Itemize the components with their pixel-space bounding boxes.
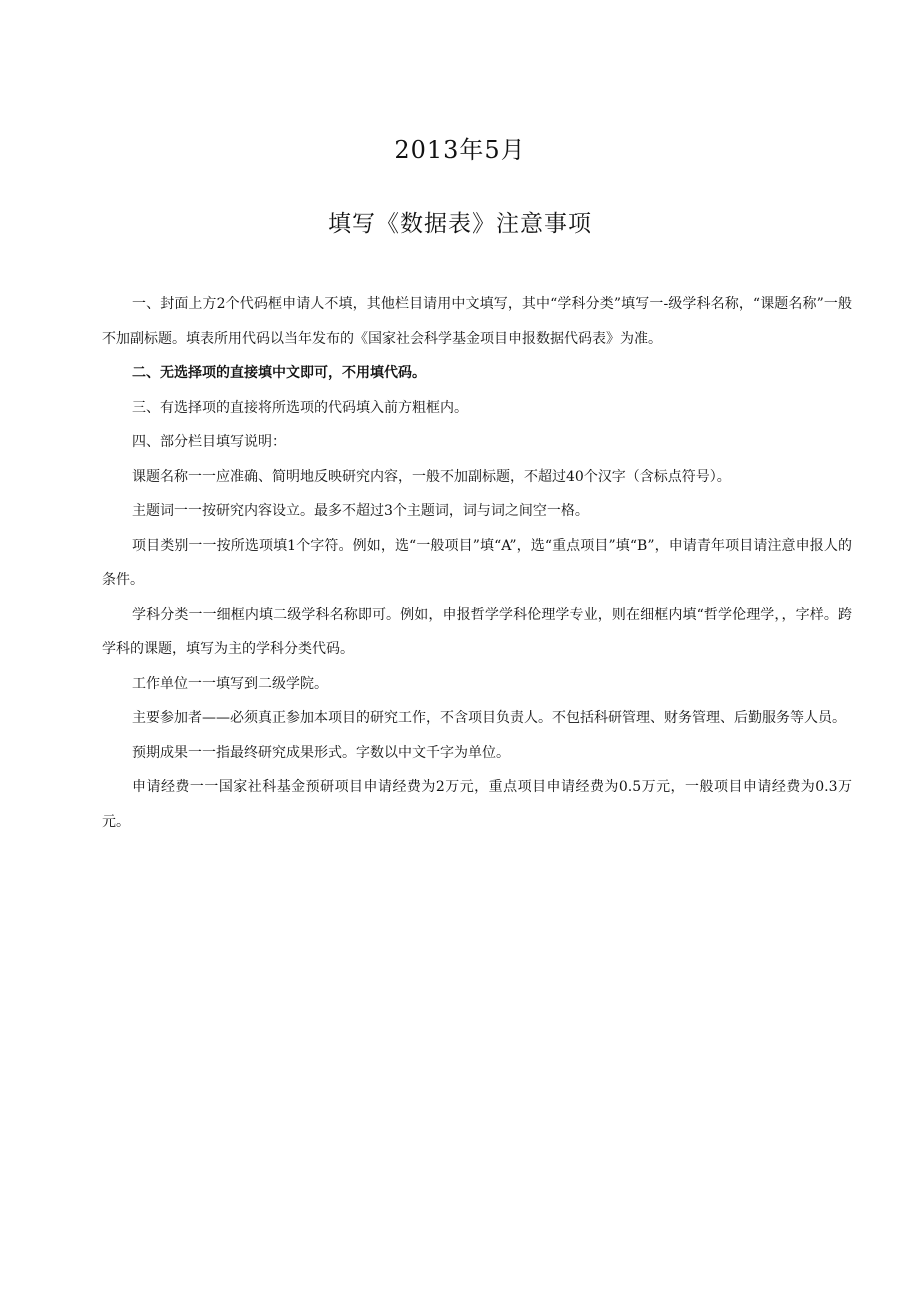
instruction-paragraph-2: 二、无选择项的直接填中文即可，不用填代码。 — [132, 365, 426, 381]
note-funding: 申请经费一一国家社科基金预研项目申请经费为2万元，重点项目申请经费为0.5万元，一般项目申请经费为0.3万元。 — [102, 779, 852, 830]
note-work-unit: 工作单位一一填写到二级学院。 — [132, 675, 328, 692]
instruction-paragraph-4: 四、部分栏目填写说明： — [132, 434, 286, 450]
note-keywords: 主题词一一按研究内容设立。最多不超过3个主题词，词与词之间空一格。 — [132, 503, 589, 519]
note-expected-results: 预期成果一一指最终研究成果形式。字数以中文千字为单位。 — [132, 744, 510, 761]
instruction-paragraph-3: 三、有选择项的直接将所选项的代码填入前方粗框内。 — [132, 399, 468, 416]
note-project-type: 项目类别一一按所选项填1个字符。例如，选“一般项目”填“A”，选“重点项目”填“B”，申请青年项目请注意申报人的条件。 — [102, 537, 852, 588]
document-title: 填写《数据表》注意事项 — [328, 211, 592, 237]
document-date: 2013年5月 — [394, 136, 526, 164]
note-topic-name: 课题名称一一应准确、简明地反映研究内容，一般不加副标题，不超过40个汉字（含标点符号）。 — [132, 468, 731, 485]
note-discipline: 学科分类一一细框内填二级学科名称即可。例如，申报哲学学科伦理学专业，则在细框内填“哲学伦理学，，字样。跨学科的课题，填写为主的学科分类代码。 — [102, 606, 852, 657]
instructions-body — [102, 287, 852, 839]
note-participants: 主要参加者——必须真正参加本项目的研究工作，不含项目负责人。不包括科研管理、财务管理、后勤服务等人员。 — [132, 710, 846, 726]
instruction-paragraph-1: 一、封面上方2个代码框申请人不填，其他栏目请用中文填写，其中“学科分类”填写一-级学科名称，“课题名称”一般不加副标题。填表所用代码以当年发布的《国家社会科学基金项目申报数据代码表》为准。 — [102, 296, 852, 347]
